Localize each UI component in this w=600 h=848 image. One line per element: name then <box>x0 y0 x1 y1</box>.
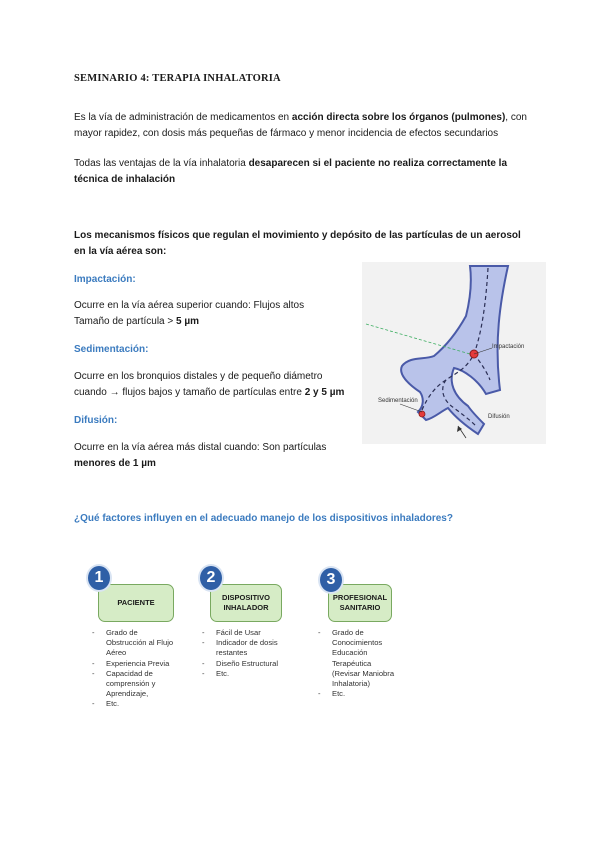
factor-number-badge <box>86 564 112 592</box>
diffusion-text <box>74 440 364 472</box>
impaction-size-label: Tamaño de partícula > <box>74 316 177 327</box>
impaction-heading: Impactación: <box>74 274 136 285</box>
sedimentation-size-label: cuando → flujos bajos y tamaño de partículas entre <box>74 387 305 398</box>
factor-number: 2 <box>206 569 216 586</box>
factor-list-patient <box>92 628 176 710</box>
advantages-paragraph <box>74 156 529 188</box>
diffusion-line-2: menores de 1 µm <box>74 458 156 469</box>
factor-list-professional <box>318 628 396 699</box>
factor-box-patient <box>98 584 174 622</box>
advantages-text: Todas las ventajas de la vía inhalatoria <box>74 158 249 169</box>
factor-number: 3 <box>326 571 336 588</box>
list-item: - Experiencia Previa <box>92 659 176 669</box>
sedimentation-heading: Sedimentación: <box>74 344 149 355</box>
list-item: - Etc. <box>92 699 176 709</box>
list-item: - Capacidad de comprensión y Aprendizaje, <box>92 669 176 700</box>
diffusion-label: Difusión <box>488 414 510 420</box>
mechanisms-lead: Los mecanismos físicos que regulan el movimiento y depósito de las partículas de un aerosol en la vía aérea son: <box>74 230 521 257</box>
impaction-size-value: 5 µm <box>176 316 200 327</box>
factors-question: ¿Qué factores influyen en el adecuado manejo de los dispositivos inhaladores? <box>74 513 453 524</box>
factor-number-badge <box>318 566 344 594</box>
factor-number: 1 <box>94 569 104 586</box>
impaction-line-1: Ocurre en la vía aérea superior cuando: Flujos altos <box>74 300 305 311</box>
airway-diagram <box>362 262 546 444</box>
list-item: - Etc. <box>202 669 282 679</box>
impaction-label: Impactación <box>492 344 525 350</box>
sedimentation-text <box>74 369 364 401</box>
factor-number-badge <box>198 564 224 592</box>
list-item: - Etc. <box>318 689 396 699</box>
advantages-emphasis: desaparecen si el paciente no realiza correctamente la técnica de inhalación <box>74 158 508 185</box>
impaction-text <box>74 298 364 330</box>
sedimentation-line-1: Ocurre en los bronquios distales y de pequeño diámetro <box>74 371 323 382</box>
intro-text: Es la vía de administración de medicamentos en <box>74 112 292 123</box>
intro-emphasis: acción directa sobre los órganos (pulmones) <box>291 112 506 123</box>
factor-list-device <box>202 628 282 679</box>
page-title: SEMINARIO 4: TERAPIA INHALATORIA <box>74 73 281 84</box>
impaction-line-2 <box>74 314 364 330</box>
factor-label: PACIENTE <box>117 598 155 607</box>
factor-box-device <box>210 584 282 622</box>
factor-label: PROFESIONAL SANITARIO <box>332 593 388 612</box>
sedimentation-size-value: 2 y 5 µm <box>304 387 345 398</box>
intro-text-end: , con mayor rapidez, con dosis más pequeñas de fármaco y menor incidencia de efectos secundarios <box>74 112 527 139</box>
list-item: - Fácil de Usar <box>202 628 282 638</box>
intro-paragraph <box>74 110 534 142</box>
list-item: - Indicador de dosis restantes <box>202 638 282 658</box>
list-item: - Grado de Obstrucción al Flujo Aéreo <box>92 628 176 659</box>
diffusion-heading: Difusión: <box>74 415 118 426</box>
sedimentation-line-2 <box>74 385 364 401</box>
list-item: - Grado de Conocimientos Educación Terapéutica (Revisar Maniobra Inhalatoria) <box>318 628 396 689</box>
diffusion-line-1: Ocurre en la vía aérea más distal cuando: Son partículas <box>74 442 327 453</box>
sedimentation-label: Sedimentación <box>378 398 418 404</box>
factor-label: DISPOSITIVO INHALADOR <box>222 593 270 612</box>
list-item: - Diseño Estructural <box>202 659 282 669</box>
